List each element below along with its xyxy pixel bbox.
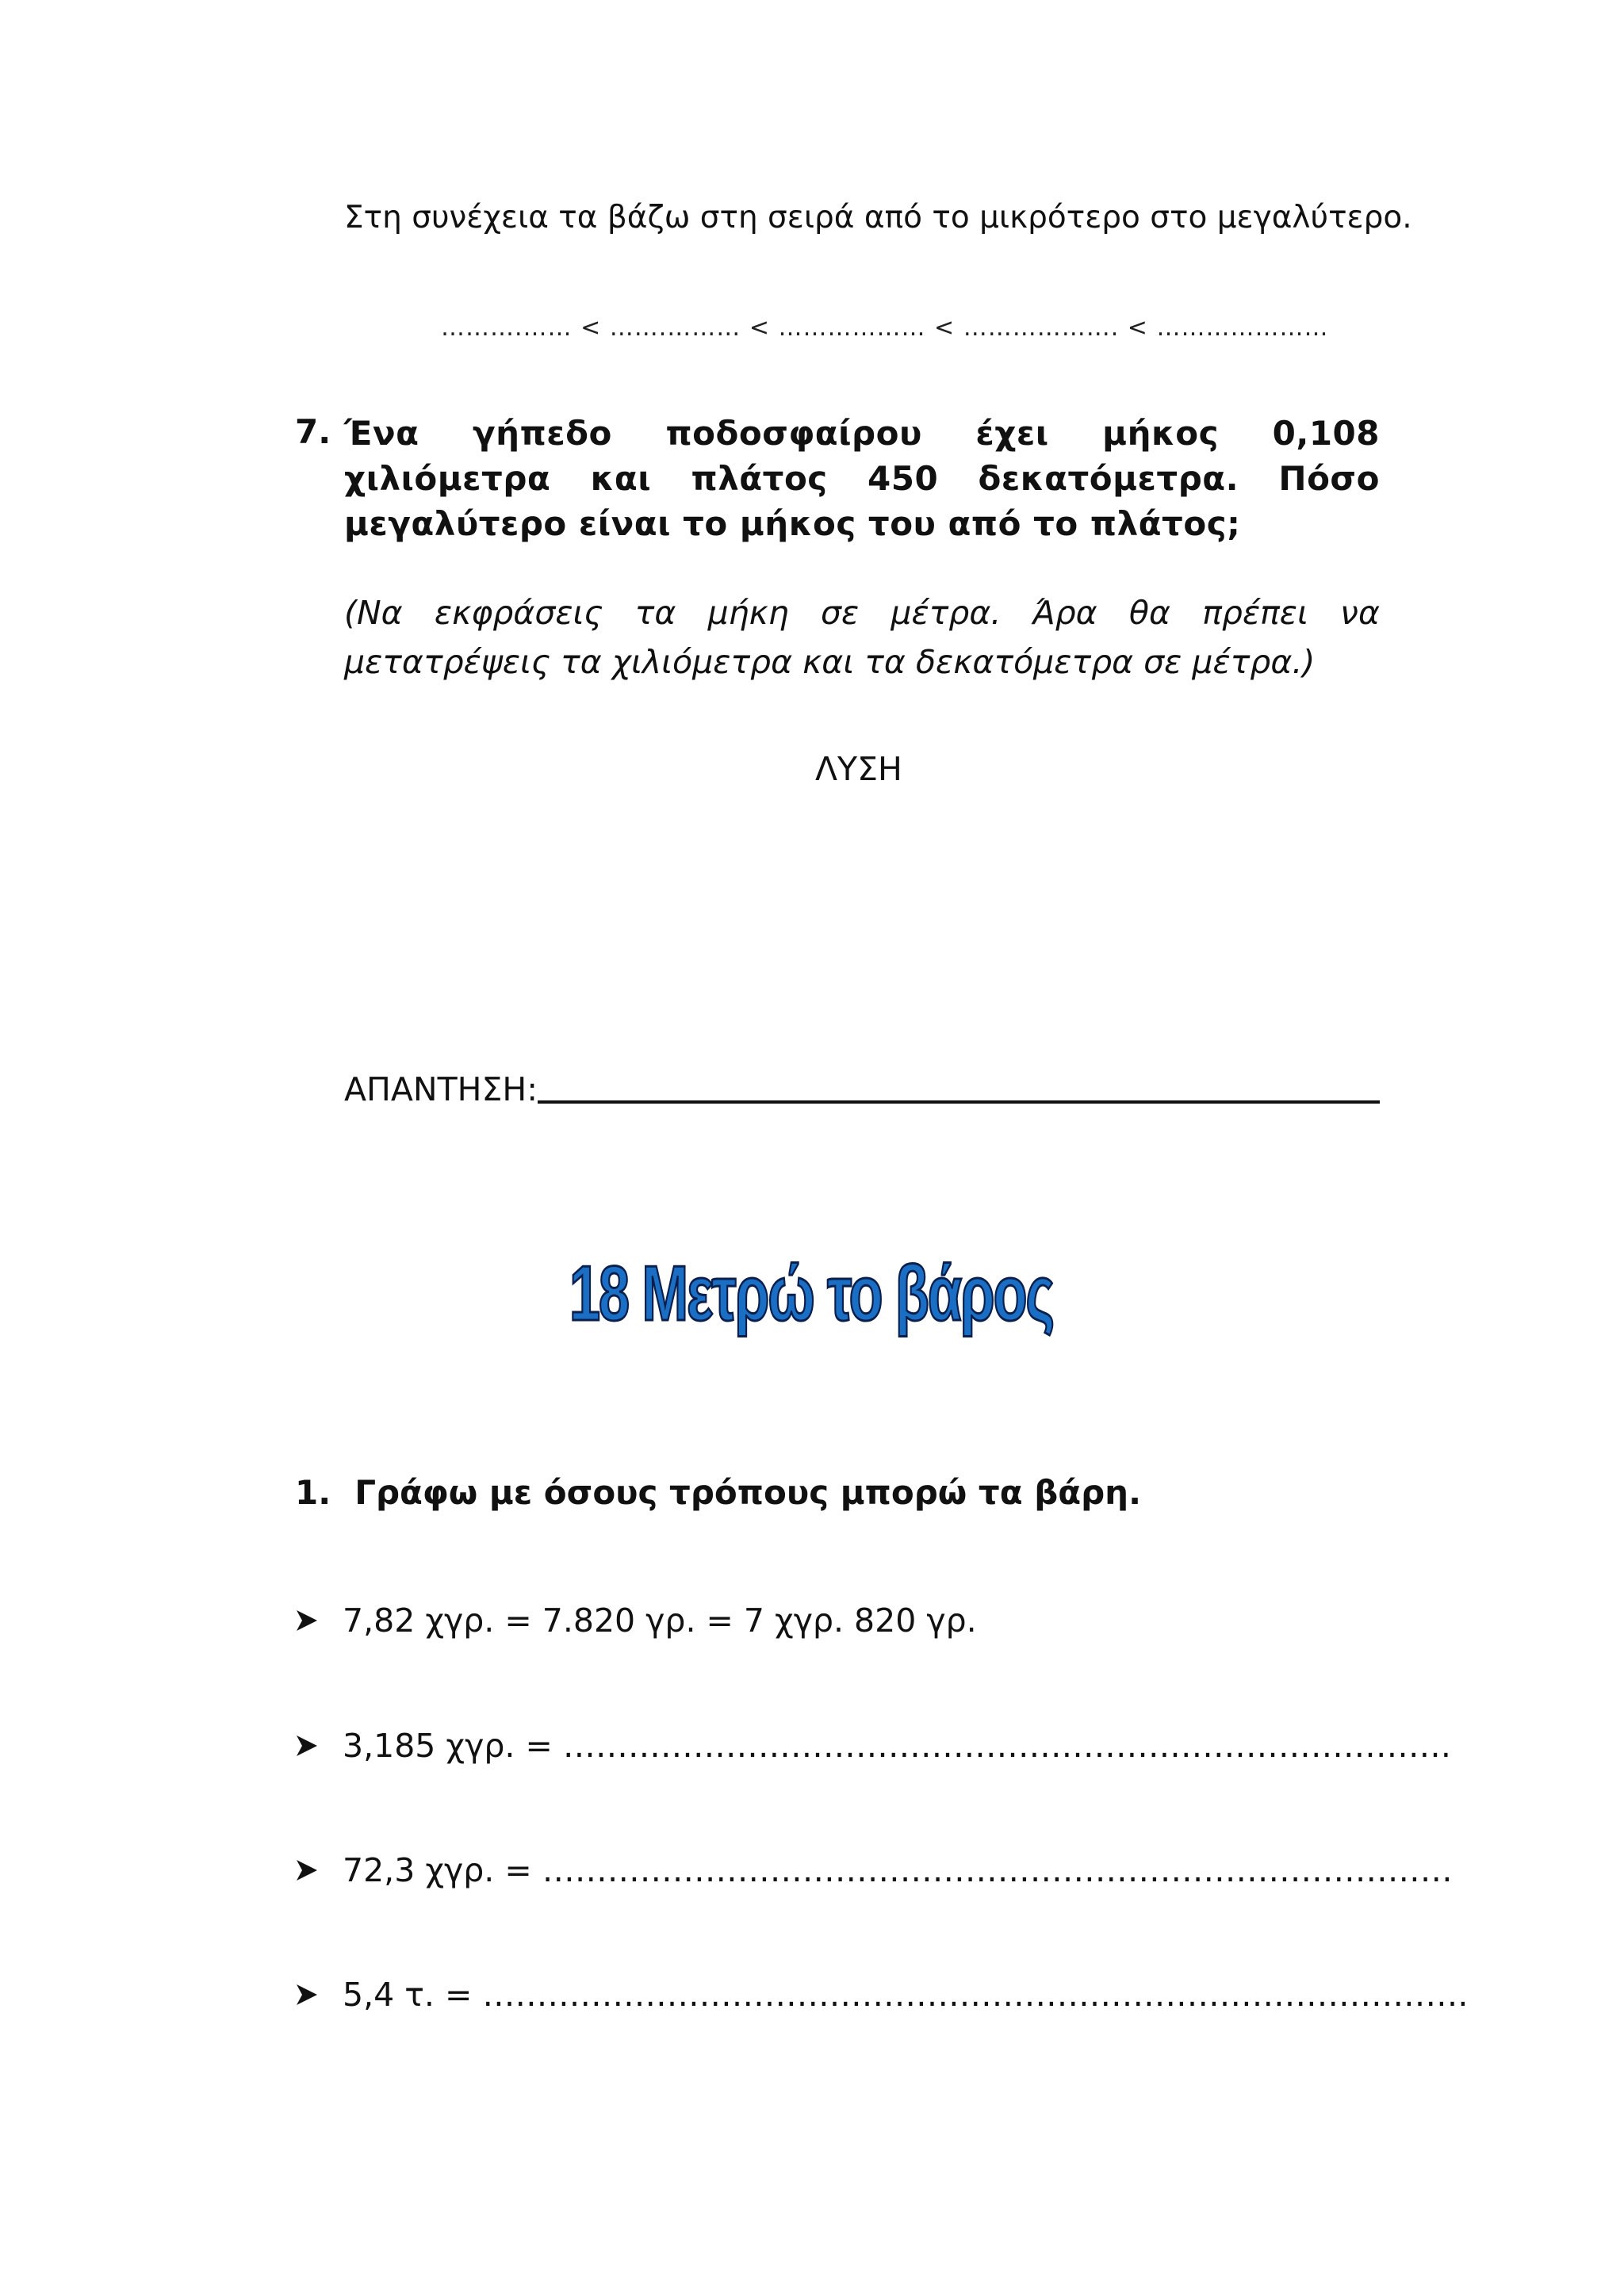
intro-text: Στη συνέχεια τα βάζω στη σειρά από το μικρότερο στο μεγαλύτερο. (344, 200, 1412, 235)
answer-row (344, 1067, 1380, 1108)
question-7-hint: (Να εκφράσεις τα μήκη σε μέτρα. Άρα θα πρέπει να μετατρέψεις τα χιλιόμετρα και τα δεκατόμετρα σε μέτρα.) (344, 594, 1380, 681)
answer-label: ΑΠΑΝΤΗΣΗ: (344, 1070, 538, 1108)
list-item (295, 1851, 1453, 1889)
list-item-text: 72,3 χγρ. = ………………………………………………………………………… (343, 1851, 1453, 1889)
question-7-number: 7. (295, 412, 331, 451)
section-title: 18 Μετρώ το βάρος (569, 1249, 1053, 1337)
list-item-text: 5,4 τ. = ………………………………………………………………………………. (343, 1976, 1469, 2014)
list-item (295, 1601, 977, 1640)
list-item (295, 1727, 1451, 1765)
question-1-number: 1. (295, 1473, 331, 1512)
arrowhead-bullet-icon (295, 1858, 343, 1882)
order-blanks: ……….…… < …….……… < ……………… < ………………. < ………………… (441, 314, 1329, 342)
solution-label: ΛΥΣΗ (815, 750, 902, 788)
list-item-text: 7,82 χγρ. = 7.820 γρ. = 7 χγρ. 820 γρ. (343, 1601, 977, 1640)
list-item (295, 1976, 1468, 2014)
answer-line[interactable] (538, 1100, 1380, 1104)
arrowhead-bullet-icon (295, 1983, 343, 2007)
question-7-text: Ένα γήπεδο ποδοσφαίρου έχει μήκος 0,108 χιλιόμετρα και πλάτος 450 δεκατόμετρα. Πόσο μεγαλύτερο είναι το μήκος του από το πλάτος; (344, 414, 1380, 543)
question-1 (295, 1473, 1141, 1512)
question-1-text: Γράφω με όσους τρόπους μπορώ τα βάρη. (354, 1473, 1142, 1512)
arrowhead-bullet-icon (295, 1609, 343, 1632)
list-item-text: 3,185 χγρ. = ………………………………………………………………………. (343, 1727, 1451, 1765)
arrowhead-bullet-icon (295, 1734, 343, 1758)
